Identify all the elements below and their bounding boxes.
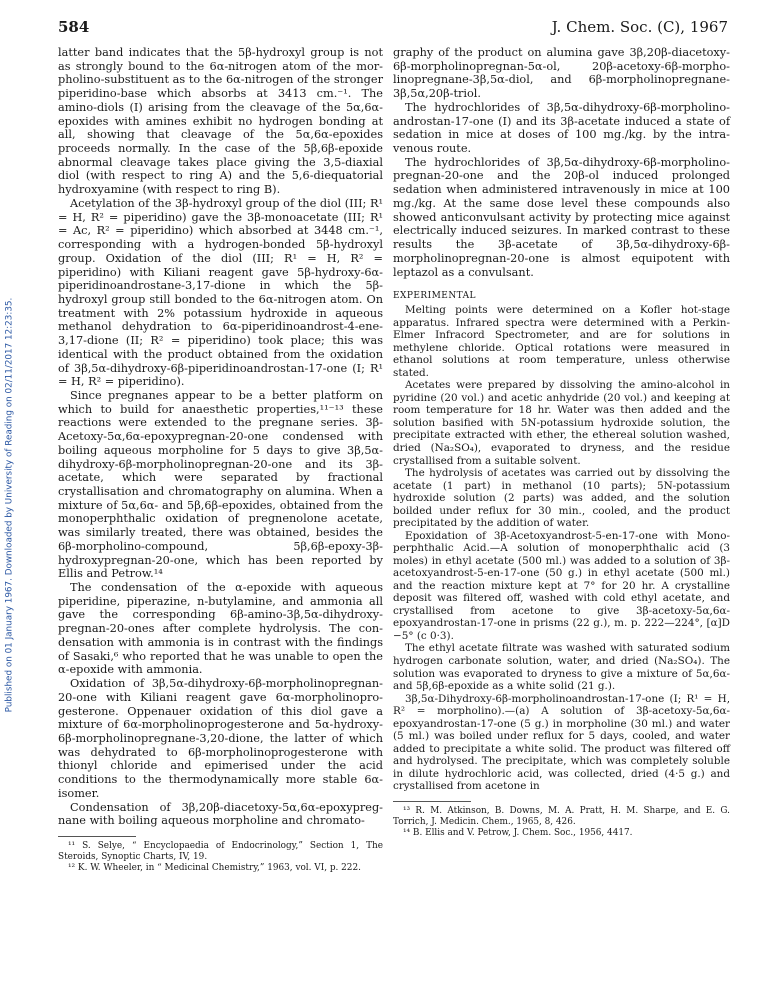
left-column [58, 46, 383, 874]
paragraph: Epoxidation of 3β-Acetoxyandrost-5-en-17-one with Monoperphthalic Acid.—A solution of monoperphthalic acid (3 moles) in ethyl acetate (500 ml.) was added to a solution of 3β-acetoxyandrost-5-en-17-one (50 g.) in ethyl acetate (500 ml.) and the reaction mixture kept at 7° for 20 hr. A crystalline deposit was filtered off, washed with cold ethyl acetate, and crystallised from acetone to give 3β-acetoxy-5α,6α-epoxyandrostan-17-one in prisms (22 g.), m. p. 222—224°, [α]D −5° (c 0·3). [393, 529, 730, 642]
paragraph: The hydrolysis of acetates was carried out by dissolving the acetate (1 part) in methanol (10 parts); 5N-potassium hydroxide solution (2 parts) was added, and the solution boilded under reflux for 30 min., cooled, and the product precipitated by the addition of water. [393, 467, 730, 530]
journal-header: J. Chem. Soc. (C), 1967 [551, 18, 728, 36]
sidebar-download-note [2, 30, 16, 980]
paragraph: Condensation of 3β,20β-diacetoxy-5α,6α-epoxypregnane with boiling aqueous morpholine and chromato- [58, 800, 383, 828]
footnote: ¹⁴ B. Ellis and V. Petrow, J. Chem. Soc., 1956, 4417. [403, 827, 633, 838]
footnote: ¹³ R. M. Atkinson, B. Downs, M. A. Pratt, H. M. Sharpe, and E. G. Torrich, J. Medicin. Chem., 1965, 8, 426. [393, 805, 730, 827]
footnote: ¹² K. W. Wheeler, in “ Medicinal Chemistry,” 1963, vol. VI, p. 222. [68, 862, 361, 873]
section-heading: EXPERIMENTAL [393, 291, 476, 302]
paragraph: The ethyl acetate filtrate was washed with saturated sodium hydrogen carbonate solution, water, and dried (Na₂SO₄). The solution was evaporated to dryness to give a mixture of 5α,6α- and 5β,6β-epoxide as a white solid (21 g.). [393, 642, 730, 693]
right-column [393, 46, 730, 838]
paragraph: latter band indicates that the 5β-hydroxyl group is not as strongly bound to the 6α-nitrogen atom of the morpholino-substituent as to the 6α-nitrogen of the stronger piperidino-base which absorbs at 3413 cm.⁻¹. The amino-diols (I) arising from the cleavage of the 5α,6α-epoxides with amines exhibit no hydrogen bonding at all, showing that cleavage of the 5α,6α-epoxides proceeds normally. In the case of the 5β,6β-epoxide abnormal cleavage takes place giving the 3,5-diaxial diol (with respect to ring A) and the 5,6-diequatorial hydroxyamine (with respect to ring B). [58, 46, 383, 197]
paragraph: Acetylation of the 3β-hydroxyl group of the diol (III; R¹ = H, R² = piperidino) gave the 3β-monoacetate (III; R¹ = Ac, R² = piperidino) which absorbed at 3448 cm.⁻¹, corresponding with a hydrogen-bonded 5β-hydroxyl group. Oxidation of the diol (III; R¹ = H, R² = piperidino) with Kiliani reagent gave 5β-hydroxy-6α-piperidinoandrostane-3,17-dione in which the 5β-hydroxyl group still bonded to the 6α-nitrogen atom. On treatment with 2% potassium hydroxide in aqueous methanol dehydration to 6α-piperidinoandrost-4-ene-3,17-dione (II; R² = piperidino) took place; this was identical with the product obtained from the oxidation of 3β,5α-dihydroxy-6β-piperidinoandrostan-17-one (I; R¹ = H, R² = piperidino). [58, 196, 383, 389]
paragraph: Since pregnanes appear to be a better platform on which to build for anaesthetic properties,¹¹⁻¹³ these reactions were extended to the pregnane series. 3β-Acetoxy-5α,6α-epoxypregnan-20-one condensed with boiling aqueous morpholine for 5 days to give 3β,5α-dihydroxy-6β-morpholinopregnan-20-one and its 3β-acetate, which were separated by fractional crystallisation and chromatography on alumina. When a mixture of 5α,6α- and 5β,6β-epoxides, obtained from the monoperphthalic oxidation of pregnenolone acetate, was similarly treated, there was obtained, besides the 6β-morpholino-compound, 5β,6β-epoxy-3β-hydroxypregnan-20-one, which has been reported by Ellis and Petrow.¹⁴ [58, 388, 383, 581]
paragraph: 3β,5α-Dihydroxy-6β-morpholinoandrostan-17-one (I; R¹ = H, R² = morpholino).—(a) A solution of 3β-acetoxy-5α,6α-epoxyandrostan-17-one (5 g.) in morpholine (30 ml.) and water (5 ml.) was boiled under reflux for 5 days, cooled, and water added to precipitate a white solid. The product was filtered off and hydrolysed. The precipitate, which was completely soluble in dilute hydrochloric acid, was collected, dried (4·5 g.) and crystallised from acetone in [393, 692, 730, 793]
paragraph: Melting points were determined on a Kofler hot-stage apparatus. Infrared spectra were determined with a Perkin-Elmer Infracord Spectrometer, and are for solutions in methylene chloride. Optical rotations were measured in ethanol solutions at room temperature, unless otherwise stated. [393, 304, 730, 379]
sidebar-download-text: Published on 01 January 1967. Downloaded by University of Reading on 02/11/2017 12:23:35. [4, 297, 15, 713]
paragraph: graphy of the product on alumina gave 3β,20β-diacetoxy-6β-morpholinopregnan-5α-ol, 20β-acetoxy-6β-morpholinopregnane-3β,5α-diol, and 6β-morpholinopregnane-3β,5α,20β-triol. [393, 46, 730, 101]
footnote: ¹¹ S. Selye, “ Encyclopaedia of Endocrinology,” Section 1, The Steroids, Synoptic Charts, IV, 19. [58, 840, 383, 862]
paragraph: The hydrochlorides of 3β,5α-dihydroxy-6β-morpholinopregnan-20-one and the 20β-ol induced prolonged sedation when administered intravenously in mice at 100 mg./kg. At the same dose level these compounds also showed anticonvulsant activity by protecting mice against electrically induced seizures. In marked contrast to these results the 3β-acetate of 3β,5α-dihydroxy-6β-morpholinopregnan-20-one is almost equipotent with leptazol as a convulsant. [393, 155, 730, 279]
paragraph: Oxidation of 3β,5α-dihydroxy-6β-morpholinopregnan-20-one with Kiliani reagent gave 6α-morpholinoprogesterone. Oppenauer oxidation of this diol gave a mixture of 6α-morpholinoprogesterone and 5α-hydroxy-6β-morpholinopregnane-3,20-dione, the latter of which was dehydrated to 6β-morpholinoprogesterone with thionyl chloride and epimerised under the acid conditions to the thermodynamically more stable 6α-isomer. [58, 677, 383, 800]
paragraph: The condensation of the α-epoxide with aqueous piperidine, piperazine, n-butylamine, and ammonia all gave the corresponding 6β-amino-3β,5α-dihydroxypregnan-20-ones after complete hydrolysis. The condensation with ammonia is in contrast with the findings of Sasaki,⁶ who reported that he was unable to open the α-epoxide with ammonia. [58, 581, 383, 677]
paragraph: The hydrochlorides of 3β,5α-dihydroxy-6β-morpholinoandrostan-17-one (I) and its 3β-acetate induced a state of sedation in mice at doses of 100 mg./kg. by the intravenous route. [393, 100, 730, 156]
footnote-rule [393, 801, 471, 802]
footnote-rule [58, 836, 136, 837]
paragraph: Acetates were prepared by dissolving the amino-alcohol in pyridine (20 vol.) and acetic anhydride (20 vol.) and keeping at room temperature for 18 hr. Water was then added and the solution basified with 5N-potassium hydroxide solution, the precipitate extracted with ether, the ethereal solution washed, dried (Na₂SO₄), evaporated to dryness, and the residue crystallised from a suitable solvent. [393, 379, 730, 467]
page-number: 584 [58, 18, 90, 36]
